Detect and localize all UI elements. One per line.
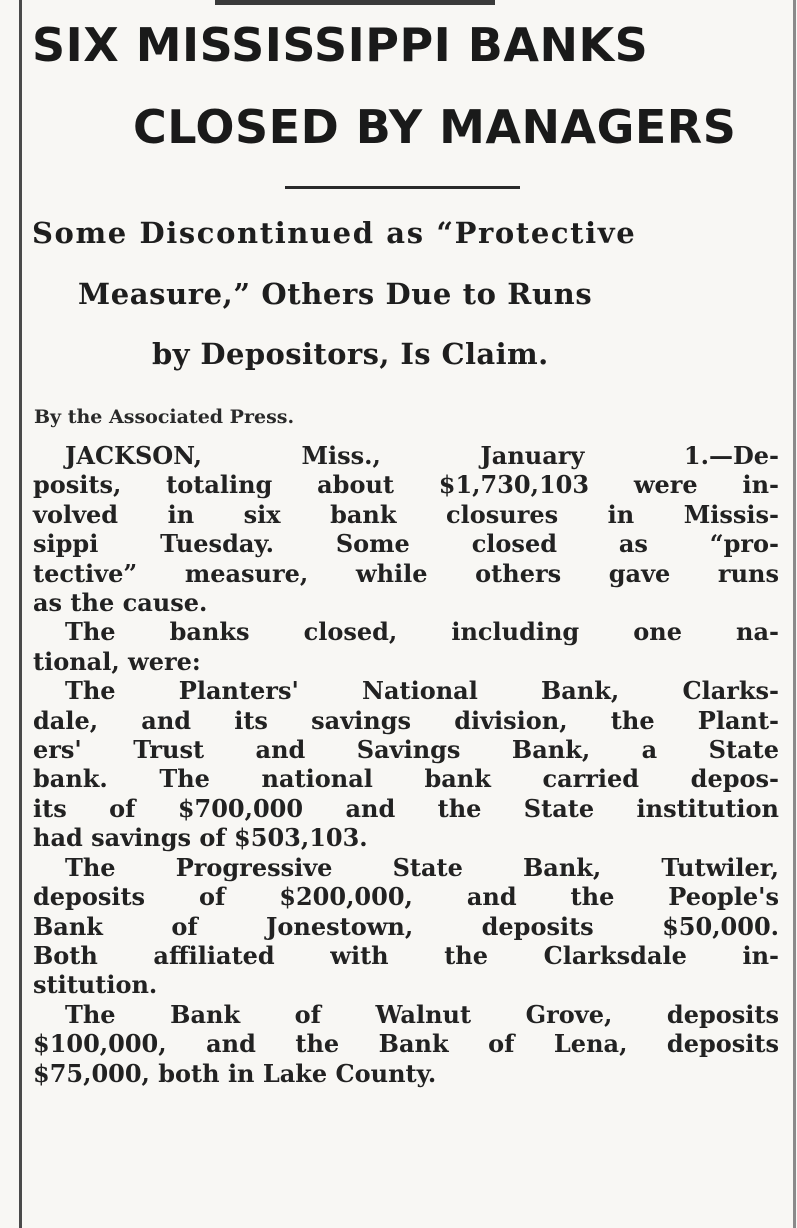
- body-line: sippi Tuesday. Some closed as “pro-: [33, 529, 779, 559]
- body-line: as the cause.: [33, 588, 208, 618]
- body-line: stitution.: [33, 970, 158, 1000]
- body-line: posits, totaling about $1,730,103 were in-: [33, 470, 779, 500]
- byline: By the Associated Press.: [34, 406, 295, 428]
- body-line: tional, were:: [33, 646, 201, 676]
- headline-divider: [285, 186, 520, 189]
- body-line: The banks closed, including one na-: [65, 617, 779, 647]
- body-line: Both affiliated with the Clarksdale in-: [33, 940, 779, 970]
- body-line: ers' Trust and Savings Bank, a State: [33, 735, 779, 765]
- body-line: volved in six bank closures in Missis-: [33, 499, 779, 529]
- article-body: [33, 441, 779, 1088]
- headline-line-2: CLOSED BY MANAGERS: [133, 100, 737, 154]
- body-line: had savings of $503,103.: [33, 823, 368, 853]
- deck-line-3: by Depositors, Is Claim.: [152, 337, 549, 371]
- body-line: The Progressive State Bank, Tutwiler,: [65, 852, 779, 882]
- body-line: $100,000, and the Bank of Lena, deposits: [33, 1029, 779, 1059]
- body-line: tective” measure, while others gave runs: [33, 558, 779, 588]
- body-line: deposits of $200,000, and the People's: [33, 882, 779, 912]
- deck-line-2: Measure,” Others Due to Runs: [78, 277, 593, 311]
- body-line: The Bank of Walnut Grove, deposits: [65, 999, 779, 1029]
- body-line: its of $700,000 and the State institution: [33, 793, 779, 823]
- top-rule: [215, 0, 495, 5]
- body-line: dale, and its savings division, the Plant-: [33, 705, 779, 735]
- body-line: The Planters' National Bank, Clarks-: [65, 676, 779, 706]
- body-line: bank. The national bank carried depos-: [33, 764, 779, 794]
- body-line: JACKSON, Miss., January 1.—De-: [65, 441, 779, 470]
- right-column-rule: [793, 0, 796, 1228]
- left-column-rule: [19, 0, 22, 1228]
- body-line: Bank of Jonestown, deposits $50,000.: [33, 911, 779, 941]
- deck-line-1: Some Discontinued as “Protective: [32, 216, 637, 250]
- headline-line-1: SIX MISSISSIPPI BANKS: [32, 18, 649, 72]
- body-line: $75,000, both in Lake County.: [33, 1058, 437, 1088]
